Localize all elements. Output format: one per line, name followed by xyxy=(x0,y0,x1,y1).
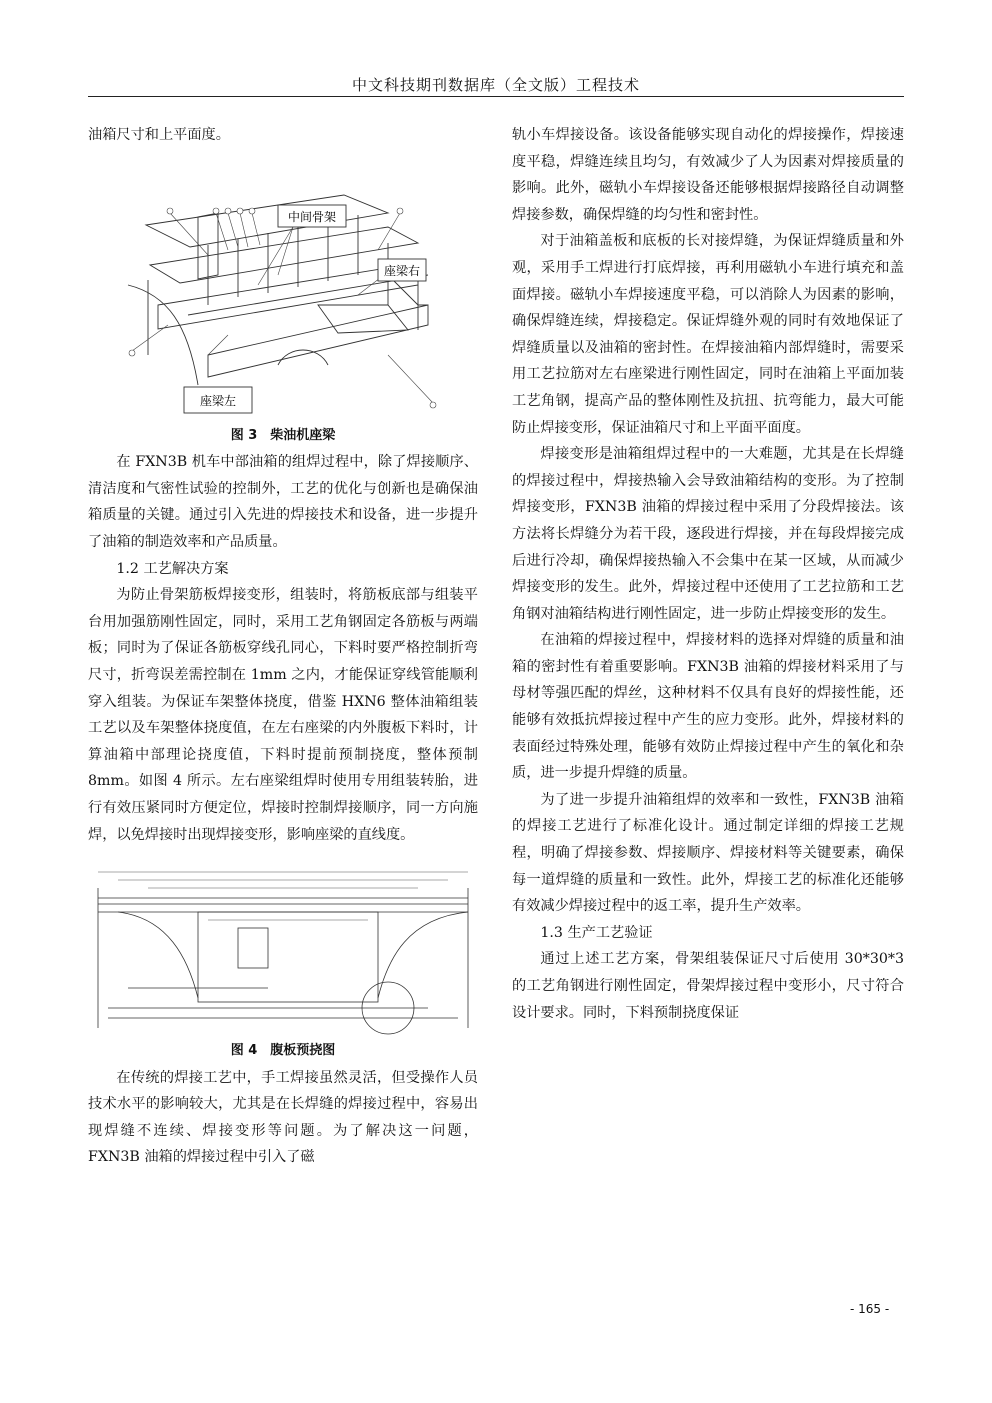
page-number: - 165 - xyxy=(850,1302,890,1316)
figure-4-drawing xyxy=(88,858,478,1038)
figure-3-callout-right: 座梁右 xyxy=(383,263,421,278)
figure-3-caption: 图 3 柴油机座梁 xyxy=(230,427,336,443)
section-1-2-heading: 1.2 工艺解决方案 xyxy=(116,560,229,577)
right-paragraph-5: 通过上述工艺方案，骨架组装保证尺寸后使用 30*30*3 的工艺角钢进行刚性固定，骨架焊接过程中变形小，尺寸符合设计要求。同时，下料预制挠度保证 xyxy=(512,951,904,1021)
left-paragraph-2: 为防止骨架筋板焊接变形，组装时，将筋板底部与组装平台用加强筋刚性固定，同时，采用工艺角钢固定各筋板与两端板；同时为了保证各筋板穿线孔同心，下料时要严格控制折弯尺寸，折弯误差需控制在 1mm 之内，才能保证穿线管能顺利穿入组装。为保证车架整体挠度，借鉴 HXN6 整体油箱组装工艺以及车架整体挠度值，在左右座梁的内外腹板下料时，计算油箱中部理论挠度值，下料时提前预制挠度，整体预制 8mm。如图 4 所示。左右座梁组焊时使用专用组装转胎，进行有效压紧同时方便定位，焊接时控制焊接顺序，同一方向施焊，以免焊接时出现焊接变形，影响座梁的直线度。 xyxy=(88,587,478,843)
left-paragraph-1: 在 FXN3B 机车中部油箱的组焊过程中，除了焊接顺序、清洁度和气密性试验的控制外，工艺的优化与创新也是确保油箱质量的关键。通过引入先进的焊接技术和设备，进一步提升了油箱的制造效率和产品质量。 xyxy=(88,454,478,550)
right-paragraph-4: 为了进一步提升油箱组焊的效率和一致性，FXN3B 油箱的焊接工艺进行了标准化设计。通过制定详细的焊接工艺规程，明确了焊接参数、焊接顺序、焊接材料等关键要素，确保每一道焊缝的质量和一致性。此外，焊接工艺的标准化还能够有效减少焊接过程中的返工率，提升生产效率。 xyxy=(512,791,904,915)
journal-header: 中文科技期刊数据库（全文版）工程技术 xyxy=(351,76,640,94)
right-paragraph-0: 轨小车焊接设备。该设备能够实现自动化的焊接操作，焊接速度平稳，焊缝连续且均匀，有效减少了人为因素对焊接质量的影响。此外，磁轨小车焊接设备还能够根据焊接路径自动调整焊接参数，确保焊缝的均匀性和密封性。 xyxy=(512,127,904,223)
left-paragraph-3: 在传统的焊接工艺中，手工焊接虽然灵活，但受操作人员技术水平的影响较大，尤其是在长焊缝的焊接过程中，容易出现焊缝不连续、焊接变形等问题。为了解决这一问题，FXN3B 油箱的焊接过程中引入了磁 xyxy=(88,1069,478,1166)
right-paragraph-3: 在油箱的焊接过程中，焊接材料的选择对焊缝的质量和油箱的密封性有着重要影响。FXN3B 油箱的焊接材料采用了与母材等强匹配的焊丝，这种材料不仅具有良好的焊接性能，还能够有效抵抗焊接过程中产生的应力变形。此外，焊接材料的表面经过特殊处理，能够有效防止焊接过程中产生的氧化和杂质，进一步提升焊缝的质量。 xyxy=(512,632,904,782)
right-paragraph-2: 焊接变形是油箱组焊过程中的一大难题，尤其是在长焊缝的焊接过程中，焊接热输入会导致油箱结构的变形。为了控制焊接变形，FXN3B 油箱的焊接过程中采用了分段焊接法。该方法将长焊缝分为若干段，逐段进行焊接，并在每段焊接完成后进行冷却，确保焊接热输入不会集中在某一区域，从而减少焊接变形的发生。此外，焊接过程中还使用了工艺拉筋和工艺角钢对油箱结构进行刚性固定，进一步防止焊接变形的发生。 xyxy=(512,446,904,622)
figure-3-callout-mid: 中间骨架 xyxy=(287,209,337,224)
left-column xyxy=(88,122,478,1171)
figure-3-drawing xyxy=(88,155,478,423)
figure-4 xyxy=(88,858,478,1038)
figure-3 xyxy=(88,155,478,423)
header-rule xyxy=(88,96,904,97)
right-paragraph-1: 对于油箱盖板和底板的长对接焊缝，为保证焊缝质量和外观，采用手工焊进行打底焊接，再利用磁轨小车进行填充和盖面焊接。磁轨小车焊接速度平稳，可以消除人为因素的影响，确保焊缝连续，焊接稳定。保证焊缝外观的同时有效地保证了焊缝质量以及油箱的密封性。在焊接油箱内部焊缝时，需要采用工艺拉筋对左右座梁进行刚性固定，同时在油箱上平面加装工艺角钢，提高产品的整体刚性及抗扭、抗弯能力，最大可能防止焊接变形，保证油箱尺寸和上平面平面度。 xyxy=(512,233,904,436)
figure-4-caption: 图 4 腹板预挠图 xyxy=(230,1043,336,1059)
section-1-3-heading: 1.3 生产工艺验证 xyxy=(540,924,653,941)
right-column xyxy=(512,122,904,1026)
figure-3-callout-left: 座梁左 xyxy=(199,393,237,408)
left-paragraph-0: 油箱尺寸和上平面度。 xyxy=(88,127,230,143)
